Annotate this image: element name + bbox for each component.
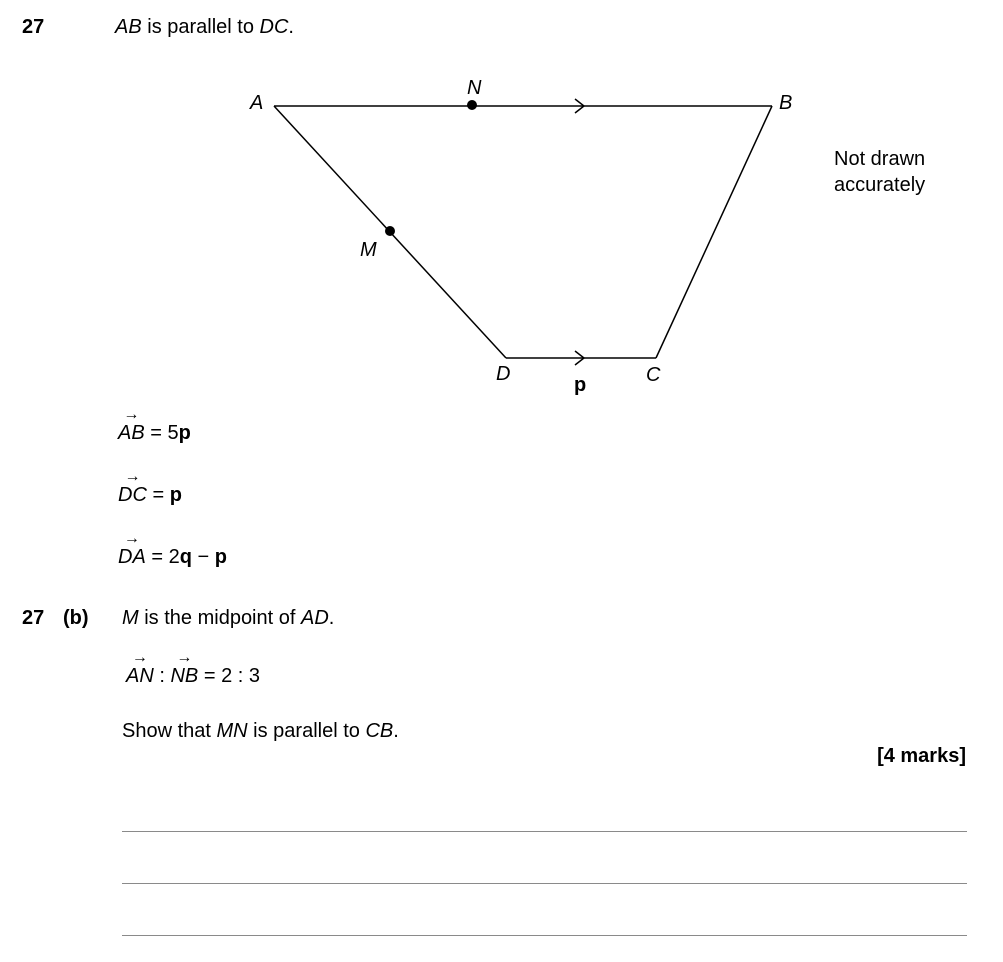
stem-dc: DC <box>259 16 289 38</box>
label-m: M <box>360 239 377 261</box>
trapezium-diagram <box>0 0 1003 410</box>
stem-ab: AB <box>115 16 142 38</box>
answer-line-2[interactable] <box>122 883 967 884</box>
answer-line-3[interactable] <box>122 935 967 936</box>
vector-ab-equation: → AB = 5p <box>118 406 191 444</box>
vector-dc-equation: → DC = p <box>118 468 182 506</box>
label-d: D <box>496 363 511 385</box>
ratio-statement: → AN : → NB = 2 : 3 <box>126 649 261 687</box>
vector-arrow-icon: → <box>176 649 193 666</box>
marks-label: [4 marks] <box>877 745 966 767</box>
label-c: C <box>646 364 661 386</box>
point-m-dot <box>385 226 395 236</box>
label-b: B <box>779 92 793 114</box>
part-b-number: 27 <box>22 607 45 629</box>
stem-period: . <box>288 16 294 38</box>
show-statement: Show that MN is parallel to CB. <box>122 720 399 742</box>
vector-ab: → AB <box>118 406 145 444</box>
vector-ab-rhs: 5p <box>167 422 191 444</box>
point-n-dot <box>467 100 477 110</box>
note-line-2: accurately <box>834 174 926 196</box>
vector-da: → DA <box>118 530 146 568</box>
midpoint-statement: M is the midpoint of AD. <box>122 607 335 629</box>
vector-arrow-icon: → <box>123 406 140 423</box>
vector-arrow-icon: → <box>131 649 148 666</box>
note-line-1: Not drawn <box>834 148 926 170</box>
answer-line-1[interactable] <box>122 831 967 832</box>
stem-text: is parallel to <box>141 16 260 38</box>
part-b-label: (b) <box>63 607 89 629</box>
vector-da-rhs: 2q − p <box>168 546 227 568</box>
vector-an: → AN <box>126 649 154 687</box>
vector-dc: → DC <box>118 468 147 506</box>
label-n: N <box>467 77 482 99</box>
vector-dc-rhs: p <box>169 484 182 506</box>
question-number: 27 <box>22 16 45 38</box>
vector-da-equation: → DA = 2q − p <box>118 530 227 568</box>
ratio-value: 2 : 3 <box>221 665 261 687</box>
vector-arrow-icon: → <box>124 468 141 485</box>
vector-arrow-icon: → <box>123 530 140 547</box>
label-p: p <box>574 374 587 396</box>
side-bc <box>656 106 772 358</box>
label-a: A <box>250 92 264 114</box>
vector-nb: → NB <box>170 649 199 687</box>
not-drawn-note <box>834 146 925 198</box>
